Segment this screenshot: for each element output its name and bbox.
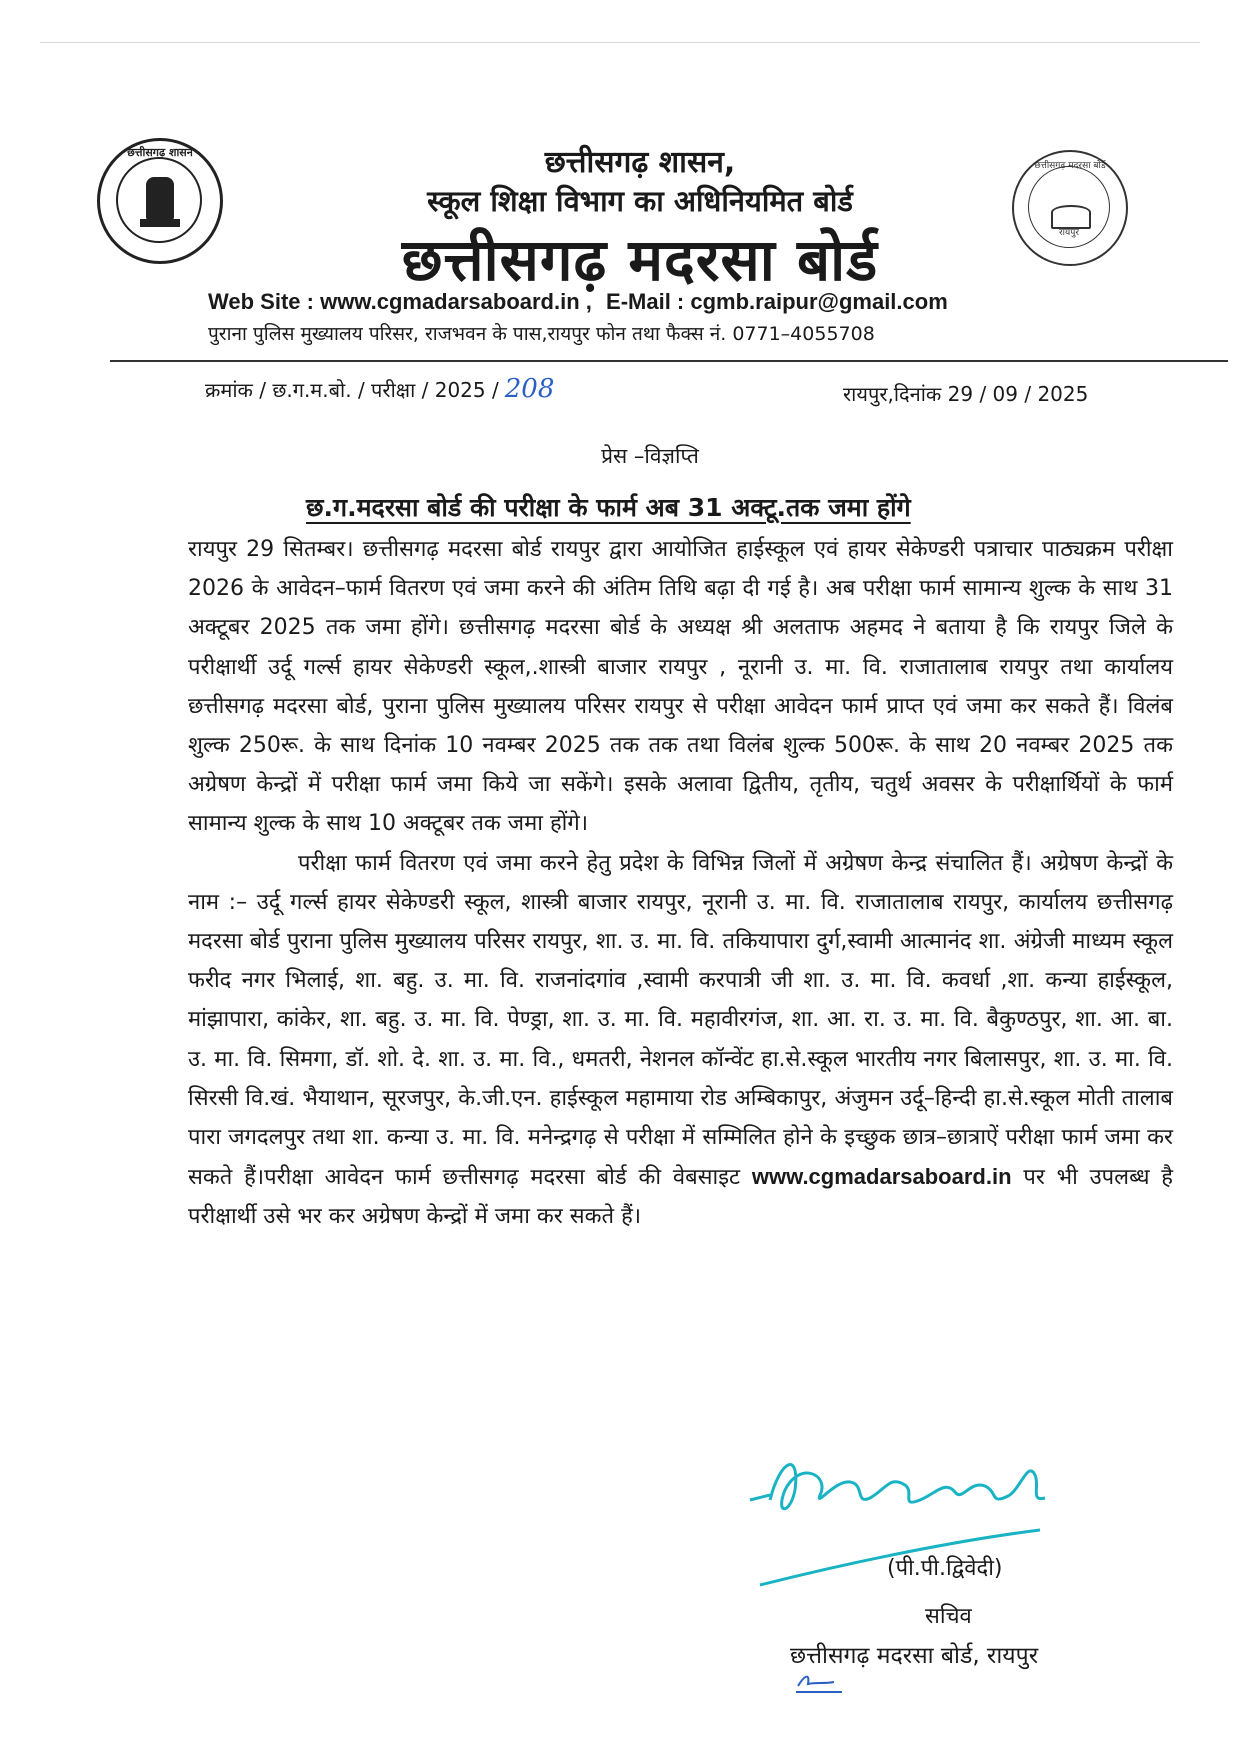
right-seal-bottom-text: रायपुर (1058, 228, 1080, 238)
website-label: Web Site : (208, 289, 314, 314)
press-label: प्रेस –विज्ञप्ति (601, 444, 699, 468)
email-link[interactable]: cgmb.raipur@gmail.com (690, 289, 948, 314)
scan-edge-line (40, 42, 1200, 43)
paragraph-2-website[interactable]: www.cgmadarsaboard.in (751, 1164, 1012, 1190)
reference-number-text: क्रमांक / छ.ग.म.बो. / परीक्षा / 2025 / (205, 378, 499, 402)
government-line: छत्तीसगढ़ शासन, (544, 145, 736, 180)
paragraph-1: रायपुर 29 सितम्बर। छत्तीसगढ़ मदरसा बोर्ड रायपुर द्वारा आयोजित हाईस्कूल एवं हायर सेकेण्डरी पत्राचार पाठ्यक्रम परीक्षा 2026 के आवेदन–फार्म वितरण एवं जमा करने की अंतिम तिथि बढ़ा दी गई है। अब परीक्षा फार्म सामान्य शुल्क के साथ 31 अक्टूबर 2025 तक जमा होंगे। छत्तीसगढ़ मदरसा बोर्ड के अध्यक्ष श्री अलताफ अहमद ने बताया है कि रायपुर जिले के परीक्षार्थी उर्दू गर्ल्स हायर सेकेण्डरी स्कूल,.शास्त्री बाजार रायपुर , नूरानी उ. मा. वि. राजातालाब रायपुर तथा कार्यालय छत्तीसगढ़ मदरसा बोर्ड, पुराना पुलिस मुख्यालय परिसर रायपुर से परीक्षा आवेदन फार्म प्राप्त एवं जमा कर सकते हैं। विलंब शुल्क 250रू. के साथ दिनांक 10 नवम्बर 2025 तक तक तथा विलंब शुल्क 500रू. के साथ 20 नवम्बर 2025 तक अग्रेषण केन्द्रों में परीक्षा फार्म जमा किये जा सकेंगे। इसके अलावा द्वितीय, तृतीय, चतुर्थ अवसर के परीक्षार्थियों के फार्म सामान्य शुल्क के साथ 10 अक्टूबर तक जमा होंगे। (188, 537, 1173, 837)
left-seal-text: छत्तीसगढ़ शासन (127, 146, 193, 159)
paragraph-2-end: पर भी उपलब्ध है परीक्षार्थी उसे भर कर अग्रेषण केन्द्रों में जमा कर सकते हैं। (188, 1165, 1173, 1230)
issue-date: रायपुर,दिनांक 29 / 09 / 2025 (843, 382, 1089, 406)
header-divider (110, 360, 1228, 362)
contact-line (208, 289, 948, 315)
email-label: E-Mail : (606, 289, 685, 314)
signatory-organization: छत्तीसगढ़ मदरसा बोर्ड, रायपुर (790, 1643, 1039, 1669)
address-line: पुराना पुलिस मुख्यालय परिसर, राजभवन के पास,रायपुर फोन तथा फैक्स नं. 0771–4055708 (208, 323, 875, 345)
department-line: स्कूल शिक्षा विभाग का अधिनियमित बोर्ड (427, 184, 853, 218)
handwritten-number: 208 (504, 374, 555, 404)
body-text (188, 530, 1173, 1237)
signatory-designation: सचिव (925, 1604, 972, 1629)
signatory-name: (पी.पी.द्विवेदी) (887, 1556, 1003, 1581)
paragraph-2-text: परीक्षा फार्म वितरण एवं जमा करने हेतु प्रदेश के विभिन्न जिलों में अग्रेषण केन्द्र संचालित हैं। अग्रेषण केन्द्रों के नाम :– उर्दू गर्ल्स हायर सेकेण्डरी स्कूल, शास्त्री बाजार रायपुर, नूरानी उ. मा. वि. राजातालाब रायपुर, कार्यालय छत्तीसगढ़ मदरसा बोर्ड पुराना पुलिस मुख्यालय परिसर रायपुर, शा. उ. मा. वि. तकियापारा दुर्ग,स्वामी आत्मानंद शा. अंग्रेजी माध्यम स्कूल फरीद नगर भिलाई, शा. बहु. उ. मा. वि. राजनांदगांव ,स्वामी करपात्री जी शा. उ. मा. वि. कवर्धा ,शा. कन्या हाईस्कूल, मांझापारा, कांकेर, शा. बहु. उ. मा. वि. पेण्ड्रा, शा. उ. मा. वि. महावीरगंज, शा. आ. रा. उ. मा. वि. बैकुण्ठपुर, शा. आ. बा. उ. मा. वि. सिमगा, डॉ. शो. दे. शा. उ. मा. वि., धमतरी, नेशनल कॉन्वेंट हा.से.स्कूल भारतीय नगर बिलासपुर, शा. उ. मा. वि. सिरसी वि.खं. भैयाथान, सूरजपुर, के.जी.एन. हाईस्कूल महामाया रोड अम्बिकापुर, अंजुमन उर्दू–हिन्दी हा.से.स्कूल मोती तालाब पारा जगदलपुर तथा शा. कन्या उ. मा. वि. मनेन्द्रगढ़ से परीक्षा में सम्मिलित होने के इच्छुक छात्र–छात्राऐं परीक्षा फार्म जमा कर सकते हैं।परीक्षा आवेदन फार्म छत्तीसगढ़ मदरसा बोर्ड की वेबसाइट (188, 850, 1173, 1191)
headline: छ.ग.मदरसा बोर्ड की परीक्षा के फार्म अब 31 अक्टू.तक जमा होंगे (306, 493, 911, 522)
board-name-title: छत्तीसगढ़ मदरसा बोर्ड (401, 226, 879, 294)
website-link[interactable]: www.cgmadarsaboard.in , (320, 289, 592, 314)
initials-mark (790, 1668, 850, 1698)
right-seal-text: छत्तीसगढ़ मदरसा बोर्ड (1034, 161, 1106, 171)
reference-number (205, 374, 554, 404)
paragraph-2 (188, 844, 1173, 1237)
